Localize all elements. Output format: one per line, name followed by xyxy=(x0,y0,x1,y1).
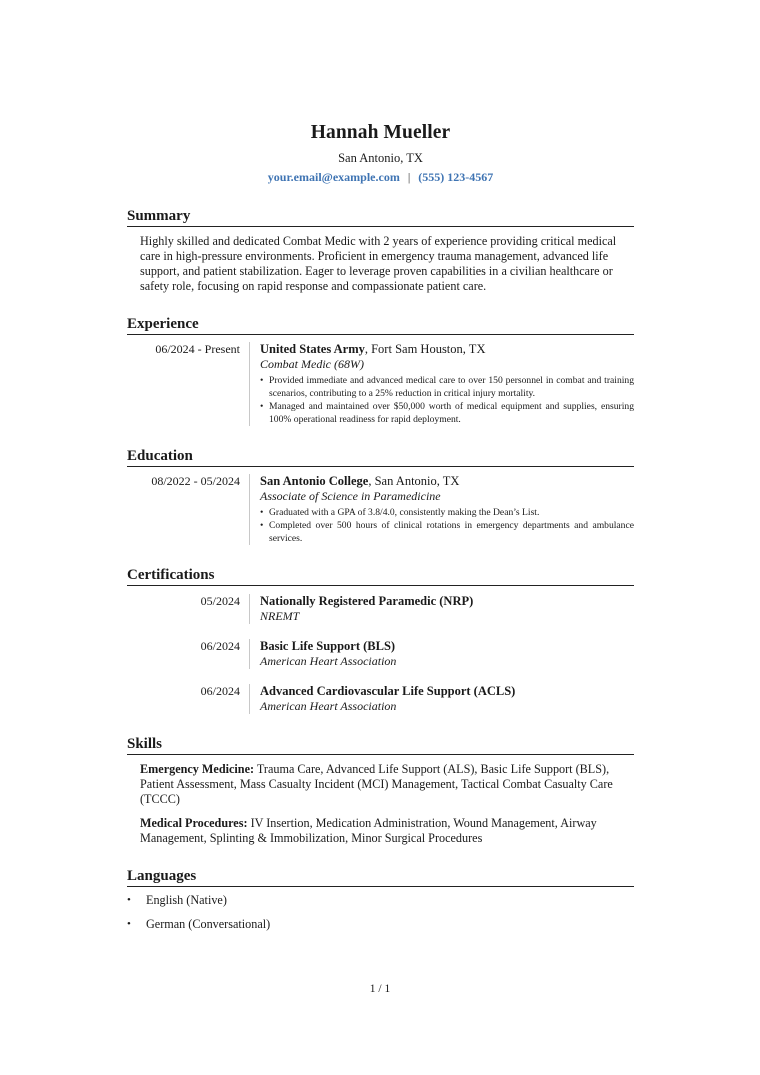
language-item: • German (Conversational) xyxy=(127,917,634,932)
resume-page xyxy=(127,118,634,941)
entry-date: 06/2024 xyxy=(127,639,250,669)
entry-title xyxy=(260,474,634,489)
experience-section xyxy=(127,314,634,426)
entry-bullets xyxy=(260,374,634,426)
skill-label: Medical Procedures: xyxy=(140,816,248,830)
entry-date: 06/2024 xyxy=(127,684,250,714)
bullet-item: • Completed over 500 hours of clinical rotations in emergency departments and ambulance services. xyxy=(260,519,634,545)
skill-text: IV Insertion, Medication Administration, Wound Management, Airway Management, Splinting & Immobilization, Minor Surgical Procedures xyxy=(140,816,597,845)
bullet-item: • Provided immediate and advanced medical care to over 150 personnel in combat and training scenarios, contributing to a 25% reduction in critical injury mortality. xyxy=(260,374,634,400)
certification-name xyxy=(260,594,634,609)
experience-heading: Experience xyxy=(127,314,634,335)
bullet-item: • Graduated with a GPA of 3.8/4.0, consistently making the Dean’s List. xyxy=(260,506,634,519)
certification-issuer: American Heart Association xyxy=(260,699,397,713)
summary-section xyxy=(127,206,634,294)
summary-heading: Summary xyxy=(127,206,634,227)
entry-body xyxy=(250,684,634,714)
experience-entry xyxy=(127,342,634,426)
certifications-heading: Certifications xyxy=(127,565,634,586)
cert-name-text: Advanced Cardiovascular Life Support (ACLS) xyxy=(260,684,516,698)
entry-degree: Associate of Science in Paramedicine xyxy=(260,489,441,503)
skill-group xyxy=(140,816,634,846)
contact-separator: | xyxy=(407,170,411,184)
entry-place: , San Antonio, TX xyxy=(368,474,460,488)
languages-heading: Languages xyxy=(127,866,634,887)
bullet-item: • Managed and maintained over $50,000 worth of medical equipment and supplies, ensuring 100% operational readiness for rapid deployment. xyxy=(260,400,634,426)
entry-date: 05/2024 xyxy=(127,594,250,624)
email-link[interactable]: your.email@example.com xyxy=(267,170,400,184)
entry-org: United States Army xyxy=(260,342,365,356)
education-heading: Education xyxy=(127,446,634,467)
contact-line xyxy=(127,168,634,186)
skills-list xyxy=(140,762,634,846)
languages-list xyxy=(127,893,634,932)
certification-entry xyxy=(127,594,634,624)
education-section xyxy=(127,446,634,545)
page-number: 1 / 1 xyxy=(369,983,391,995)
candidate-location: San Antonio, TX xyxy=(338,151,423,165)
entry-place: , Fort Sam Houston, TX xyxy=(364,342,486,356)
languages-section xyxy=(127,866,634,932)
certifications-section xyxy=(127,565,634,714)
entry-date: 06/2024 - Present xyxy=(127,342,250,426)
certification-entry xyxy=(127,684,634,714)
entry-body xyxy=(250,639,634,669)
skill-text: Trauma Care, Advanced Life Support (ALS), Basic Life Support (BLS), Patient Assessment, Mass Casualty Incident (MCI) Management, Tactical Combat Casualty Care (TCCC) xyxy=(140,762,613,806)
education-entry xyxy=(127,474,634,545)
certification-name xyxy=(260,639,634,654)
certification-entry xyxy=(127,639,634,669)
candidate-name: Hannah Mueller xyxy=(310,122,451,143)
skill-label: Emergency Medicine: xyxy=(140,762,255,776)
resume-header xyxy=(127,118,634,186)
phone-link[interactable]: (555) 123-4567 xyxy=(418,170,494,184)
entry-body xyxy=(250,342,634,426)
language-item: • English (Native) xyxy=(127,893,634,908)
entry-bullets xyxy=(260,506,634,545)
skill-group xyxy=(140,762,634,807)
entry-title xyxy=(260,342,634,357)
cert-name-text: Basic Life Support (BLS) xyxy=(260,639,396,653)
cert-name-text: Nationally Registered Paramedic (NRP) xyxy=(260,594,474,608)
certification-issuer: NREMT xyxy=(260,609,300,623)
entry-body xyxy=(250,594,634,624)
entry-role: Combat Medic (68W) xyxy=(260,357,364,371)
certification-issuer: American Heart Association xyxy=(260,654,397,668)
entry-org: San Antonio College xyxy=(260,474,369,488)
entry-date: 08/2022 - 05/2024 xyxy=(127,474,250,545)
certification-name xyxy=(260,684,634,699)
skills-section xyxy=(127,734,634,846)
skills-heading: Skills xyxy=(127,734,634,755)
entry-body xyxy=(250,474,634,545)
summary-text: Highly skilled and dedicated Combat Medic with 2 years of experience providing critical medical care in high-pressure environments. Proficient in emergency trauma management, advanced life support, and patient stabilization. Eager to leverage proven capabilities in a civilian healthcare or safety role, focusing on rapid response and compassionate patient care. xyxy=(140,234,617,293)
